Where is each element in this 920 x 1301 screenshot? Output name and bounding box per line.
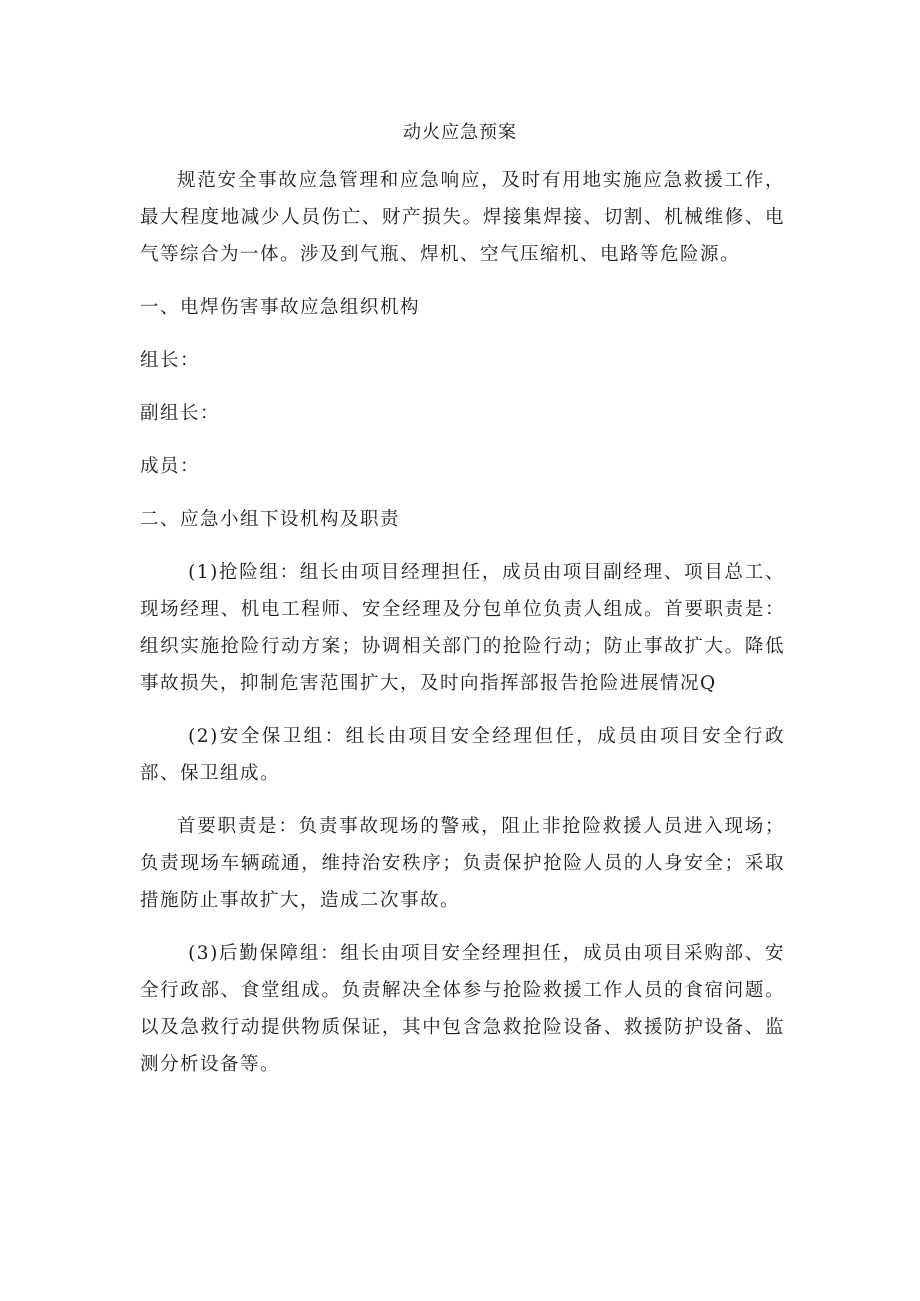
deputy-line: 副组长：: [140, 403, 221, 424]
section2-heading: 二、应急小组下设机构及职责: [140, 509, 401, 530]
document-body: [140, 162, 785, 1099]
document-title: 动火应急预案: [403, 122, 517, 143]
section1-heading: 一、电焊伤害事故应急组织机构: [140, 297, 421, 318]
members-line: 成员：: [140, 456, 201, 477]
logistics-group-paragraph: (3)后勤保障组：组长由项目安全经理担任，成员由项目采购部、安全行政部、食堂组成。负责解决全体参与抢险救援工作人员的食宿问题。以及急救行动提供物质保证，其中包含急救抢险设备、救援防护设备、监测分析设备等。: [140, 943, 785, 1075]
intro-paragraph: 规范安全事故应急管理和应急响应，及时有用地实施应急救援工作，最大程度地减少人员伤亡、财产损失。焊接集焊接、切割、机械维修、电气等综合为一体。涉及到气瓶、焊机、空气压缩机、电路等危险源。: [140, 170, 785, 265]
security-duty-paragraph: 首要职责是：负责事故现场的警戒，阻止非抢险救援人员进入现场；负责现场车辆疏通，维持治安秩序；负责保护抢险人员的人身安全；采取措施防止事故扩大，造成二次事故。: [140, 816, 785, 911]
leader-line: 组长：: [140, 350, 201, 371]
security-group-paragraph: (2)安全保卫组：组长由项目安全经理但任，成员由项目安全行政部、保卫组成。: [140, 726, 785, 784]
rescue-group-paragraph: (1)抢险组：组长由项目经理担任，成员由项目副经理、项目总工、现场经理、机电工程师、安全经理及分包单位负责人组成。首要职责是：组织实施抢险行动方案；协调相关部门的抢险行动；防止事故扩大。降低事故损失，抑制危害范围扩大，及时向指挥部报告抢险进展情况Q: [140, 562, 785, 694]
